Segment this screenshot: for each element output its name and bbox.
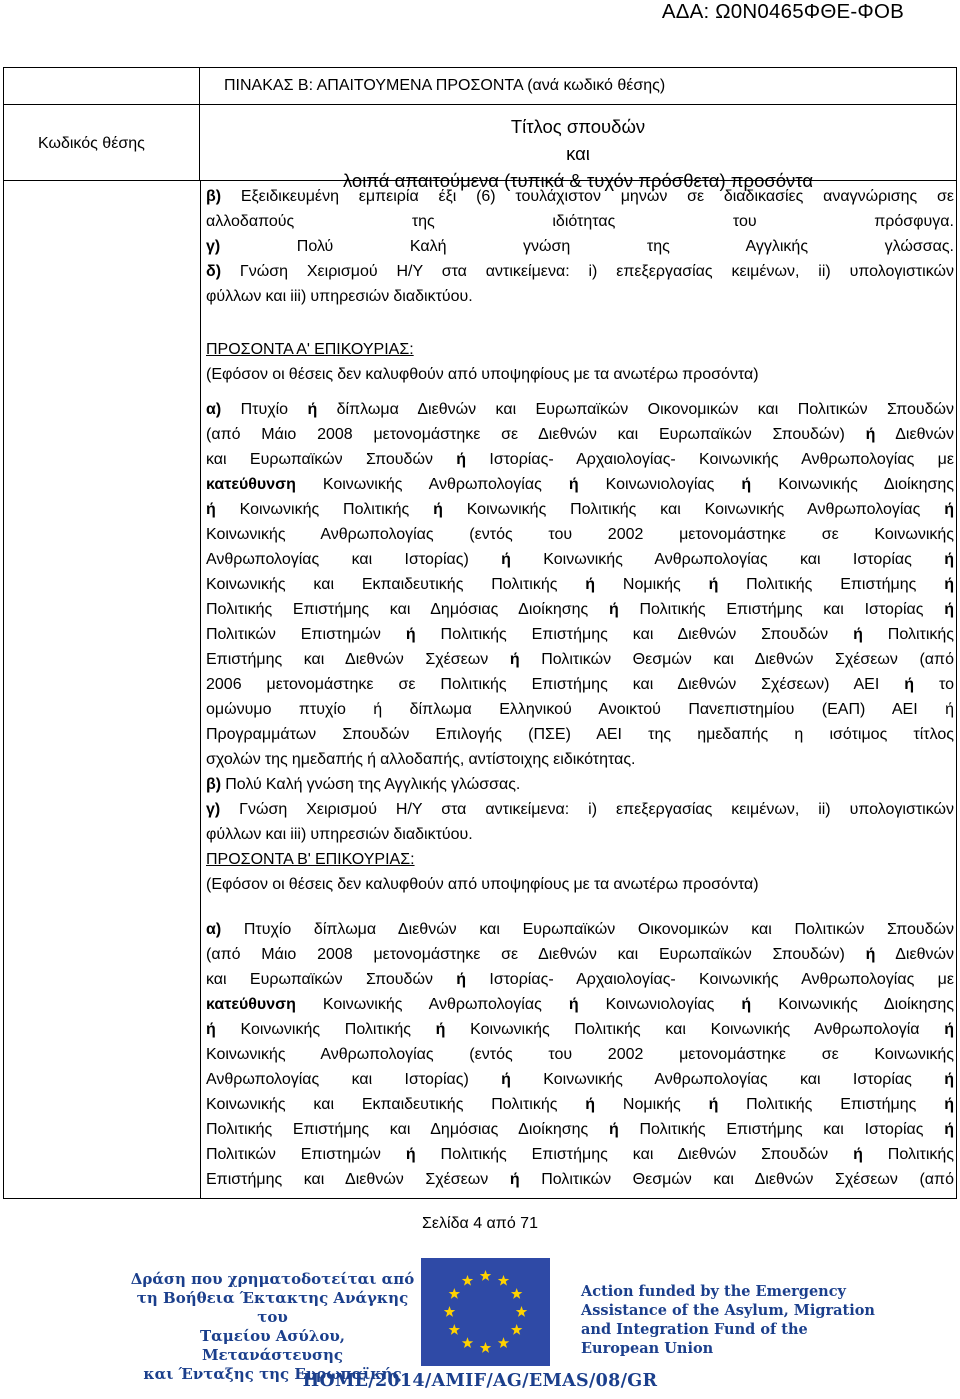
text-segment: Κοινωνικής και Εκπαιδευτικής Πολιτικής <box>206 1096 586 1113</box>
text-line <box>206 340 954 360</box>
text-line <box>206 237 954 257</box>
text-line <box>206 700 954 720</box>
text-segment: (από Μάιο 2008 μετονομάστηκε σε Διεθνών και Ευρωπαϊκών Σπουδών) <box>206 426 866 443</box>
text-segment: Προγραμμάτων Σπουδών Επιλογής (ΠΣΕ) ΑΕΙ της ημεδαπής η ισότιμος τίτλος <box>206 726 954 743</box>
text-line <box>206 675 954 695</box>
emphasis-text: ή <box>307 401 318 418</box>
emphasis-text: ή <box>456 971 467 988</box>
eu-flag-icon <box>421 1258 550 1366</box>
text-line <box>206 575 954 595</box>
emphasis-text: ή <box>568 996 579 1013</box>
text-segment: Πολιτικών Επιστημών <box>206 626 406 643</box>
text-line <box>206 970 954 990</box>
emphasis-text: ή <box>585 1096 596 1113</box>
emphasis-text: ή <box>405 1146 416 1163</box>
text-segment: Ιστορίας- Αρχαιολογίας- Κοινωνικής Ανθρωπολογίας με <box>466 971 954 988</box>
text-line <box>206 1145 954 1165</box>
text-line <box>206 800 954 820</box>
funding-greek-line: τη Βοήθεια Έκτακτης Ανάγκης του <box>136 1289 409 1326</box>
star-icon <box>480 1342 491 1353</box>
text-line <box>206 995 954 1015</box>
emphasis-text: ή <box>608 601 619 618</box>
text-segment: Κοινωνικής Ανθρωπολογίας <box>295 996 569 1013</box>
emphasis-text: ή <box>708 576 719 593</box>
text-line <box>206 500 954 520</box>
text-line <box>206 600 954 620</box>
column-header-title-2: και <box>566 143 590 164</box>
funding-greek-line: και Ένταξης της Ευρωπαϊκής <box>143 1365 402 1383</box>
emphasis-text: γ) <box>206 801 221 818</box>
text-line <box>206 945 954 965</box>
emphasis-text: ή <box>853 626 863 643</box>
emphasis-text: ή <box>501 551 511 568</box>
emphasis-text: κατεύθυνση <box>206 476 296 493</box>
star-icon <box>516 1306 527 1317</box>
emphasis-text: ή <box>944 551 954 568</box>
column-header-code: Κωδικός θέσης <box>38 135 145 152</box>
text-line <box>206 475 954 495</box>
funding-english-line: and Integration Fund of the <box>581 1321 808 1338</box>
table-header-row <box>4 105 956 191</box>
text-segment: Πολιτικής <box>862 626 954 643</box>
emphasis-text: ή <box>741 476 752 493</box>
text-segment: Πολύ Καλή γνώση της Αγγλικής γλώσσας. <box>221 776 521 793</box>
text-segment: Κοινωνικής Ανθρωπολογίας (εντός του 2002 μετονομάστηκε σε Κοινωνικής <box>206 526 954 543</box>
text-line <box>206 450 954 470</box>
text-segment: Πολιτικών Θεσμών και Διεθνών Σχέσεων (από <box>519 1171 954 1188</box>
text-segment: Πτυχίο <box>221 401 308 418</box>
emphasis-text: γ) <box>206 238 221 255</box>
star-icon <box>498 1337 509 1348</box>
text-segment: δίπλωμα Διεθνών και Ευρωπαϊκών Οικονομικών και Πολιτικών Σπουδών <box>317 401 954 418</box>
star-icon <box>498 1275 509 1286</box>
eu-stars-icon <box>421 1258 550 1366</box>
text-segment: Πολύ Καλή γνώση της Αγγλικής γλώσσας. <box>220 238 954 255</box>
text-line <box>206 212 954 232</box>
emphasis-text: ή <box>944 501 954 518</box>
text-line <box>206 425 954 445</box>
emphasis-text: ή <box>509 1171 520 1188</box>
grant-reference: HOME/2014/AMIF/AG/EMAS/08/GR <box>302 1371 658 1391</box>
text-segment: Κοινωνικής Διοίκησης <box>751 996 954 1013</box>
text-line <box>206 825 954 845</box>
section-heading: ΠΡΟΣΟΝΤΑ Β' ΕΠΙΚΟΥΡΙΑΣ: <box>206 851 415 868</box>
column-header-title-1: Τίτλος σπουδών <box>510 116 646 137</box>
text-segment: Κοινωνικής Ανθρωπολογίας <box>295 476 569 493</box>
emphasis-text: β) <box>206 188 222 205</box>
text-segment: Διεθνών <box>875 426 955 443</box>
emphasis-text: ή <box>206 1021 216 1038</box>
emphasis-text: α) <box>206 401 222 418</box>
emphasis-text: ή <box>904 676 915 693</box>
text-line <box>206 365 954 385</box>
text-segment: Πολιτικής Επιστήμης <box>718 1096 945 1113</box>
emphasis-text: ή <box>501 1071 511 1088</box>
text-segment: Πτυχίο δίπλωμα Διεθνών και Ευρωπαϊκών Οικονομικών και Πολιτικών Σπουδών <box>221 921 954 938</box>
text-segment: Κοινωνιολογίας <box>578 476 742 493</box>
text-line <box>206 1120 954 1140</box>
emphasis-text: ή <box>944 1096 954 1113</box>
text-segment: Κοινωνικής Ανθρωπολογίας (εντός του 2002 μετονομάστηκε σε Κοινωνικής <box>206 1046 954 1063</box>
text-line <box>206 875 954 895</box>
text-segment: Πολιτικών Επιστημών <box>206 1146 406 1163</box>
text-segment: Πολιτικής Επιστήμης και Δημόσιας Διοίκησης <box>206 1121 609 1138</box>
text-segment: Κοινωνικής Πολιτικής και Κοινωνικής Ανθρωπολογίας <box>442 501 945 518</box>
text-line <box>206 625 954 645</box>
emphasis-text: ή <box>433 501 443 518</box>
emphasis-text: ή <box>865 426 876 443</box>
text-segment: (Εφόσον οι θέσεις δεν καλυφθούν από υποψηφίους με τα ανωτέρω προσόντα) <box>206 366 759 383</box>
text-segment: Ιστορίας- Αρχαιολογίας- Κοινωνικής Ανθρωπολογίας με <box>466 451 954 468</box>
emphasis-text: δ) <box>206 263 222 280</box>
text-segment: Κοινωνικής Ανθρωπολογίας και Ιστορίας <box>510 1071 945 1088</box>
text-segment: Διεθνών <box>875 946 955 963</box>
text-segment: Πολιτικής Επιστήμης και Ιστορίας <box>618 1121 945 1138</box>
text-line <box>206 550 954 570</box>
emphasis-text: ή <box>944 601 954 618</box>
text-segment: σχολών της ημεδαπής ή αλλοδαπής, αντίστοιχης ειδικότητας. <box>206 751 636 768</box>
emphasis-text: ή <box>741 996 752 1013</box>
star-icon <box>449 1324 460 1335</box>
text-segment: Πολιτικών Θεσμών και Διεθνών Σχέσεων (από <box>519 651 954 668</box>
text-segment: Πολιτικής Επιστήμης και Δημόσιας Διοίκησης <box>206 601 609 618</box>
text-line <box>206 187 954 207</box>
star-icon <box>449 1288 460 1299</box>
table-title-row <box>4 68 956 105</box>
text-segment: (από Μάιο 2008 μετονομάστηκε σε Διεθνών και Ευρωπαϊκών Σπουδών) <box>206 946 866 963</box>
text-line <box>206 262 954 282</box>
emphasis-text: κατεύθυνση <box>206 996 296 1013</box>
column-header-title-3: λοιπά απαιτούμενα (τυπικά & τυχόν πρόσθετα) προσόντα <box>342 170 814 191</box>
funding-greek-line: Δράση που χρηματοδοτείται από <box>130 1270 415 1288</box>
text-segment: Κοινωνικής Διοίκησης <box>751 476 954 493</box>
text-line <box>206 1095 954 1115</box>
emphasis-text: ή <box>608 1121 619 1138</box>
text-line <box>206 1045 954 1065</box>
emphasis-text: ή <box>944 1021 954 1038</box>
emphasis-text: α) <box>206 921 222 938</box>
emphasis-text: ή <box>944 1121 954 1138</box>
star-icon <box>511 1288 522 1299</box>
emphasis-text: ή <box>206 501 216 518</box>
text-segment: Κοινωνικής Πολιτικής <box>215 501 434 518</box>
star-icon <box>462 1337 473 1348</box>
text-segment: και Ευρωπαϊκών Σπουδών <box>206 971 457 988</box>
text-segment: Εξειδικευμένη εμπειρία έξι (6) τουλάχιστον μηνών σε διαδικασίες αναγνώρισης σε <box>221 188 954 205</box>
text-line <box>206 525 954 545</box>
emphasis-text: ή <box>585 576 596 593</box>
funding-english-line: Assistance of the Asylum, Migration <box>581 1302 875 1319</box>
text-segment: Ανθρωπολογίας και Ιστορίας) <box>206 1071 502 1088</box>
funding-english-line: European Union <box>581 1340 714 1357</box>
text-line <box>206 287 954 307</box>
title-row-right-cell <box>200 68 956 104</box>
text-line <box>206 725 954 745</box>
text-segment: Επιστήμης και Διεθνών Σχέσεων <box>206 651 510 668</box>
funding-english-line: Action funded by the Emergency <box>581 1283 846 1300</box>
text-segment: Πολιτικής Επιστήμης και Ιστορίας <box>618 601 945 618</box>
table-title: ΠΙΝΑΚΑΣ Β: ΑΠΑΙΤΟΥΜΕΝΑ ΠΡΟΣΟΝΤΑ (ανά κωδικό θέσης) <box>224 77 666 94</box>
body-code-cell <box>4 181 201 1198</box>
text-segment: το <box>914 676 955 693</box>
text-segment: (Εφόσον οι θέσεις δεν καλυφθούν από υποψηφίους με τα ανωτέρω προσόντα) <box>206 876 759 893</box>
emphasis-text: β) <box>206 776 222 793</box>
emphasis-text: ή <box>944 1071 954 1088</box>
text-segment: Γνώση Χειρισμού Η/Υ στα αντικείμενα: i) επεξεργασίας κειμένων, ii) υπολογιστικών <box>220 801 954 818</box>
text-segment: Πολιτικής Επιστήμης και Διεθνών Σπουδών <box>415 626 854 643</box>
text-segment: Κοινωνικής Ανθρωπολογίας και Ιστορίας <box>510 551 945 568</box>
emphasis-text: ή <box>853 1146 863 1163</box>
text-line <box>206 400 954 420</box>
funding-greek-line: Ταμείου Ασύλου, Μετανάστευσης <box>200 1327 345 1364</box>
emphasis-text: ή <box>708 1096 719 1113</box>
text-line <box>206 650 954 670</box>
emphasis-text: ή <box>405 626 416 643</box>
emphasis-text: ή <box>435 1021 446 1038</box>
page-number: Σελίδα 4 από 71 <box>422 1215 538 1232</box>
text-segment: Κοινωνιολογίας <box>578 996 742 1013</box>
text-segment: Γνώση Χειρισμού Η/Υ στα αντικείμενα: i) επεξεργασίας κειμένων, ii) υπολογιστικών <box>221 263 954 280</box>
text-segment: Νομικής <box>595 576 709 593</box>
text-segment: Πολιτικής Επιστήμης <box>718 576 945 593</box>
text-segment: Πολιτικής Επιστήμης και Διεθνών Σπουδών <box>415 1146 854 1163</box>
funding-note-greek <box>130 1270 415 1383</box>
funding-note-english <box>581 1282 881 1357</box>
text-segment: Ανθρωπολογίας και Ιστορίας) <box>206 551 502 568</box>
star-icon <box>511 1324 522 1335</box>
text-segment: φύλλων και iii) υπηρεσιών διαδικτύου. <box>206 826 473 843</box>
text-segment: Κοινωνικής Πολιτικής <box>215 1021 436 1038</box>
text-segment: Κοινωνικής και Εκπαιδευτικής Πολιτικής <box>206 576 586 593</box>
text-segment: φύλλων και iii) υπηρεσιών διαδικτύου. <box>206 288 473 305</box>
star-icon <box>462 1275 473 1286</box>
text-segment: Πολιτικής <box>862 1146 954 1163</box>
text-line <box>206 850 954 870</box>
text-segment: και Ευρωπαϊκών Σπουδών <box>206 451 457 468</box>
star-icon <box>444 1306 455 1317</box>
text-line <box>206 1020 954 1040</box>
title-row-left-cell <box>4 68 200 104</box>
text-segment: Νομικής <box>595 1096 709 1113</box>
emphasis-text: ή <box>509 651 520 668</box>
text-line <box>206 775 954 795</box>
star-icon <box>480 1270 491 1281</box>
text-line <box>206 750 954 770</box>
text-line <box>206 920 954 940</box>
emphasis-text: ή <box>944 576 954 593</box>
text-segment: Επιστήμης και Διεθνών Σχέσεων <box>206 1171 510 1188</box>
text-segment: αλλοδαπούς της ιδιότητας του πρόσφυγα. <box>206 213 954 230</box>
emphasis-text: ή <box>865 946 876 963</box>
section-heading: ΠΡΟΣΟΝΤΑ Α' ΕΠΙΚΟΥΡΙΑΣ: <box>206 341 414 358</box>
text-segment: Κοινωνικής Πολιτικής και Κοινωνικής Ανθρωπολογία <box>445 1021 945 1038</box>
text-line <box>206 1070 954 1090</box>
header-code-cell <box>4 105 200 180</box>
ada-code: ΑΔΑ: Ω0Ν0465ΦΘΕ-ΦΟΒ <box>661 0 904 23</box>
text-line <box>206 1170 954 1190</box>
emphasis-text: ή <box>568 476 579 493</box>
emphasis-text: ή <box>456 451 467 468</box>
text-segment: ομώνυμο πτυχίο ή δίπλωμα Ελληνικού Ανοικτού Πανεπιστημίου (ΕΑΠ) ΑΕΙ ή <box>206 701 954 718</box>
text-segment: 2006 μετονομάστηκε σε Πολιτικής Επιστήμης και Διεθνών Σχέσεων) ΑΕΙ <box>206 676 905 693</box>
